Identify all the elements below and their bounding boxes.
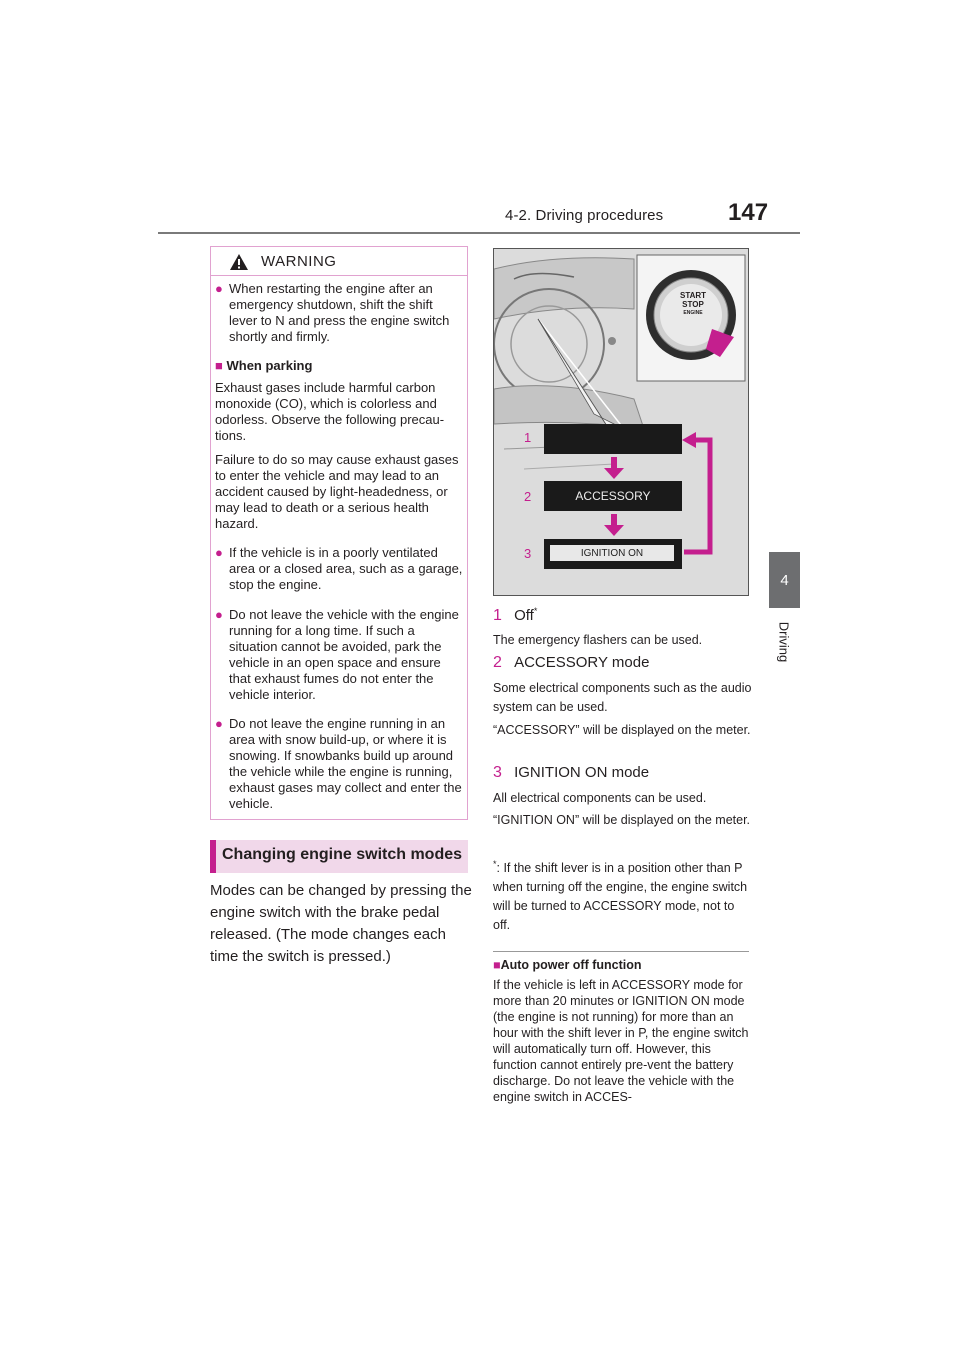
warning-item-text: Do not leave the vehicle with the engine running for a long time. If such a situation cannot be avoided, park the vehicle in an open space and ensure that exhaust fumes do not enter the vehicle interior. <box>229 607 459 702</box>
button-line: START <box>680 291 707 300</box>
bullet-icon: ● <box>215 545 223 560</box>
warning-paragraph: Exhaust gases include harmful carbon monoxide (CO), which is colorless and odorless. Observe the following precau-tions. <box>215 380 445 443</box>
mode-number: 3 <box>493 764 502 781</box>
warning-item-text: When restarting the engine after an emergency shutdown, shift the shift lever to N and press the engine switch shortly and firmly. <box>229 281 450 344</box>
warning-triangle-icon <box>229 253 249 271</box>
chapter-tab-number: 4 <box>769 552 800 608</box>
footnote-marker: * <box>493 859 497 869</box>
bullet-icon: ● <box>215 716 223 731</box>
mode-display-ignition <box>544 539 682 569</box>
chapter-tab-label-text: Driving <box>776 621 792 663</box>
section-heading-text: Changing engine switch modes <box>222 846 463 863</box>
mode-description: “ACCESSORY” will be displayed on the meter. <box>493 723 751 737</box>
step-number: 2 <box>524 489 532 504</box>
mode-description: The emergency flashers can be used. <box>493 633 703 647</box>
bullet-icon: ● <box>215 607 223 622</box>
note-heading-text: Auto power off function <box>500 958 642 972</box>
warning-title-bar <box>211 247 467 276</box>
mode-number: 1 <box>493 607 502 624</box>
mode-description: Some electrical components such as the audio system can be used. <box>493 681 752 714</box>
footnote-text: : If the shift lever is in a position other than P when turning off the engine, the engine switch will be turned to ACCESSORY mode, not to off. <box>493 861 748 933</box>
mode-display-off <box>544 424 682 454</box>
mode-item-heading <box>493 764 649 782</box>
loop-arrow-icon <box>682 432 718 557</box>
chapter-tab-label <box>766 612 802 672</box>
warning-item-text: Do not leave the engine running in an area with snow build-up, or where it is snowing. If snowbanks build up around the vehicle while the engine is running, exhaust gases may collect and enter the vehicle. <box>229 716 462 811</box>
warning-title: WARNING <box>261 253 337 270</box>
down-arrow-icon <box>604 457 624 479</box>
mode-item-heading <box>493 654 649 672</box>
header-divider <box>158 232 800 234</box>
mode-title: Off <box>514 607 534 624</box>
mode-number: 2 <box>493 654 502 671</box>
note-divider <box>493 951 749 952</box>
warning-item <box>215 545 463 593</box>
running-header: 4-2. Driving procedures <box>505 207 664 224</box>
mode-display-ignition-text: IGNITION ON <box>550 545 674 561</box>
footnote <box>493 855 749 935</box>
warning-item <box>215 281 463 345</box>
button-line: STOP <box>682 300 704 309</box>
mode-description: All electrical components can be used. <box>493 791 707 805</box>
mode-title: ACCESSORY mode <box>514 654 650 671</box>
square-bullet-icon: ■ <box>493 958 501 972</box>
warning-item <box>215 716 463 812</box>
square-bullet-icon: ■ <box>215 358 223 373</box>
warning-item-text: If the vehicle is in a poorly ventilated area or a closed area, such as a garage, stop the engine. <box>229 545 463 592</box>
warning-paragraph: Failure to do so may cause exhaust gases to enter the vehicle and may lead to an accident caused by light-headedness, or may lead to death or a serious health hazard. <box>215 452 459 531</box>
mode-title: IGNITION ON mode <box>514 764 650 781</box>
start-stop-button-label <box>680 291 706 318</box>
warning-item <box>215 607 463 703</box>
section-heading <box>210 840 468 873</box>
warning-subheading-text: When parking <box>226 358 313 373</box>
note-heading <box>493 958 642 972</box>
mode-description: “IGNITION ON” will be displayed on the meter. <box>493 813 751 827</box>
engine-switch-illustration <box>493 248 749 596</box>
section-body: Modes can be changed by pressing the engine switch with the brake pedal released. (The mode changes each time the switch is pressed.) <box>210 882 472 965</box>
step-number: 3 <box>524 546 532 561</box>
footnote-marker: * <box>533 606 538 616</box>
note-body: If the vehicle is left in ACCESSORY mode for more than 20 minutes or IGNITION ON mode (the engine is not running) for more than an hour with the shift lever in P, the engine switch will automatically turn off. However, this function cannot entirely pre-vent the battery discharge. Do not leave the vehicle with the engine switch in ACCES- <box>493 978 749 1104</box>
mode-item-heading <box>493 606 537 625</box>
step-number: 1 <box>524 430 532 445</box>
button-line: ENGINE <box>683 310 703 316</box>
bullet-icon: ● <box>215 281 223 296</box>
warning-subheading <box>215 358 312 373</box>
mode-display-accessory: ACCESSORY <box>544 481 682 511</box>
page-number: 147 <box>728 199 769 226</box>
section-heading-bar <box>210 840 216 873</box>
down-arrow-icon <box>604 514 624 536</box>
